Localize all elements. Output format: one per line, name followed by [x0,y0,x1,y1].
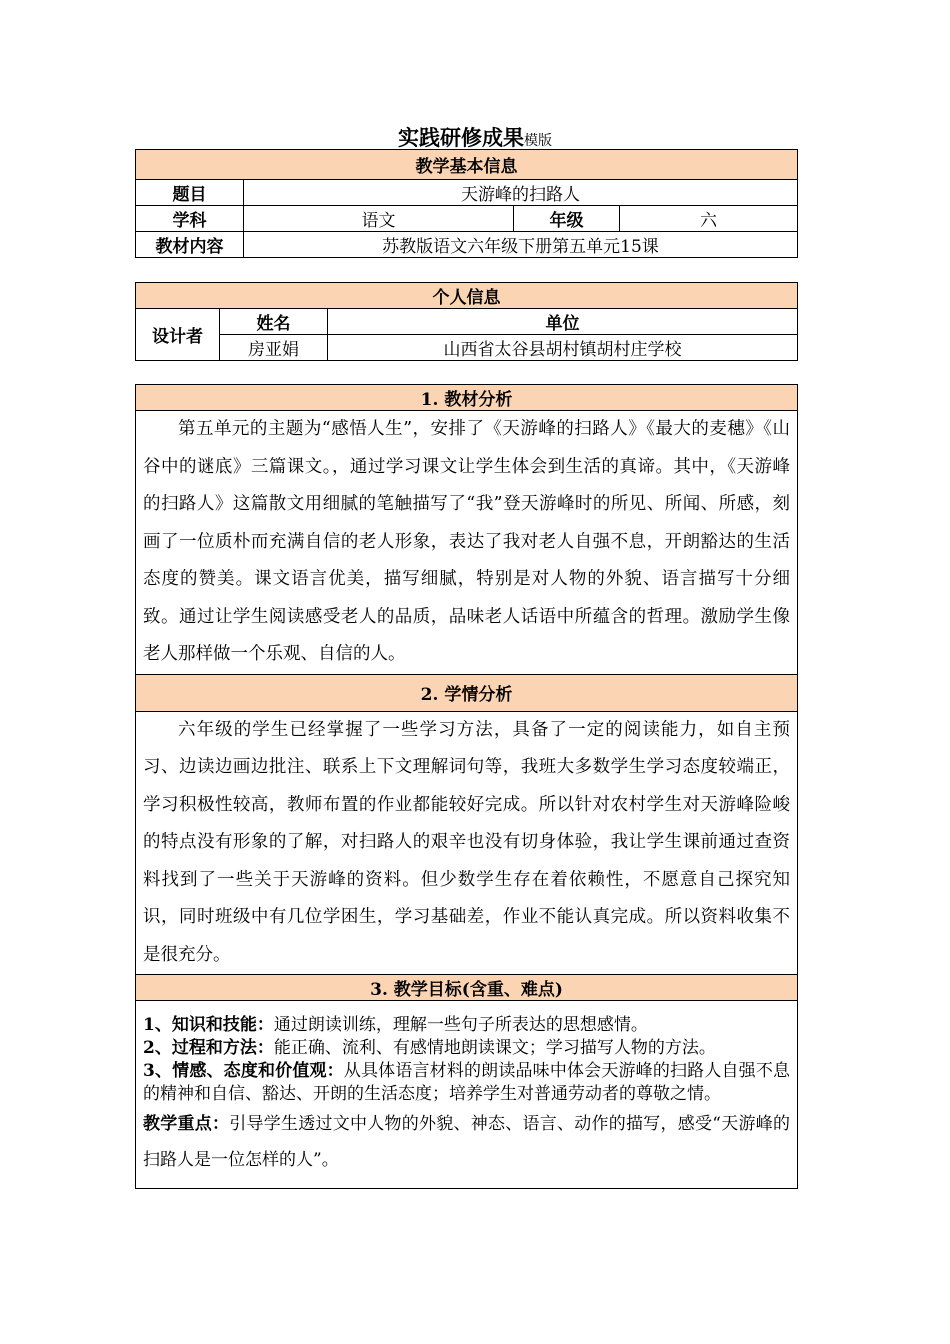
grade-value: 六 [620,206,798,232]
material-label: 教材内容 [136,232,244,258]
unit-value: 山西省太谷县胡村镇胡村庄学校 [328,335,798,361]
page-title [0,122,950,152]
designer-label: 设计者 [136,309,220,361]
subject-label: 学科 [136,206,244,232]
subject-value: 语文 [244,206,514,232]
section-1-title: 1. 教材分析 [136,385,798,411]
goal-process-text: 能正确、流利、有感情地朗读课文；学习描写人物的方法。 [273,1037,716,1058]
teaching-key-text: 引导学生透过文中人物的外貌、神态、语言、动作的描写，感受“天游峰的扫路人是一位怎样的人”。 [143,1113,790,1170]
goal-emotion-label: 3、情感、态度和价值观： [143,1060,344,1081]
page-title-suffix: 模版 [524,133,552,149]
section-1-text: 第五单元的主题为“感悟人生”，安排了《天游峰的扫路人》《最大的麦穗》《山谷中的谜底》三篇课文。，通过学习课文让学生体会到生活的真谛。其中，《天游峰的扫路人》这篇散文用细腻的笔触描写了“我”登天游峰时的所见、所闻、所感，刻画了一位质朴而充满自信的老人形象，表达了我对老人自强不息，开朗豁达的生活态度的赞美。课文语言优美，描写细腻，特别是对人物的外貌、语言描写十分细致。通过让学生阅读感受老人的品质，品味老人话语中所蕴含的哲理。激励学生像老人那样做一个乐观、自信的人。 [136,411,798,675]
goal-knowledge [143,1014,790,1037]
name-label: 姓名 [220,309,328,335]
section-2-text: 六年级的学生已经掌握了一些学习方法，具备了一定的阅读能力，如自主预习、边读边画边批注、联系上下文理解词句等，我班大多数学生学习态度较端正，学习积极性较高，教师布置的作业都能较好完成。所以针对农村学生对天游峰险峻的特点没有形象的了解，对扫路人的艰辛也没有切身体验，我让学生课前通过查资料找到了一些关于天游峰的资料。但少数学生存在着依赖性，不愿意自己探究知识，同时班级中有几位学困生，学习基础差，作业不能认真完成。所以资料收集不是很充分。 [136,711,798,975]
personal-info-table [135,282,798,361]
topic-value: 天游峰的扫路人 [244,180,798,206]
section-2-title: 2. 学情分析 [136,674,798,711]
name-value: 房亚娟 [220,335,328,361]
basic-info-table [135,149,798,258]
goal-knowledge-label: 1、知识和技能： [143,1014,274,1035]
teaching-key-label: 教学重点： [143,1113,230,1134]
page-title-main: 实践研修成果 [398,125,524,150]
personal-info-header: 个人信息 [136,283,798,309]
goal-knowledge-text: 通过朗读训练，理解一些句子所表达的思想感情。 [273,1014,648,1035]
unit-label: 单位 [328,309,798,335]
analysis-table [135,384,798,1189]
grade-label: 年级 [514,206,620,232]
teaching-key-point [143,1106,790,1178]
basic-info-header: 教学基本信息 [136,150,798,180]
topic-label: 题目 [136,180,244,206]
goal-process-label: 2、过程和方法： [143,1037,274,1058]
section-3-title: 3. 教学目标(含重、难点) [136,975,798,1001]
section-3-goals [136,1001,798,1189]
material-value: 苏教版语文六年级下册第五单元15课 [244,232,798,258]
goal-emotion-text: 从具体语言材料的朗读品味中体会天游峰的扫路人自强不息的精神和自信、豁达、开朗的生活态度；培养学生对普通劳动者的尊敬之情。 [143,1060,791,1104]
goal-process [143,1037,790,1060]
goal-emotion [143,1060,790,1106]
